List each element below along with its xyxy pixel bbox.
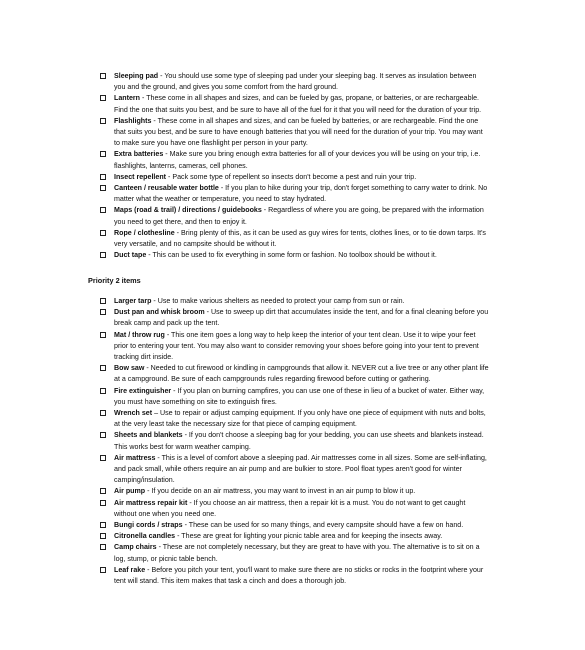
- item-description: - If you plan to hike during your trip, don't forget something to carry water to drink. No matter what the weather or temperature, you need to stay hydrated.: [114, 184, 488, 204]
- item-term: Camp chairs: [114, 543, 157, 552]
- item-term: Citronella candles: [114, 532, 176, 541]
- item-description: - If you choose an air mattress, then a repair kit is a must. You do not want to get caught without one when you need one.: [114, 498, 466, 518]
- item-term: Canteen / reusable water bottle: [114, 184, 219, 193]
- list-item: [0, 386, 585, 408]
- checkbox-icon[interactable]: [100, 118, 106, 124]
- checkbox-icon[interactable]: [100, 500, 106, 506]
- item-term: Dust pan and whisk broom: [114, 308, 205, 317]
- item-term: Larger tarp: [114, 297, 152, 305]
- list-item: [0, 116, 585, 150]
- item-description: - Use to make various shelters as needed to protect your camp from sun or rain.: [151, 297, 405, 305]
- item-description: - You should use some type of sleeping pad under your sleeping bag. It serves as insulation between you and the ground, and gives you some comfort from the hard ground.: [114, 72, 477, 92]
- item-description: - Use to sweep up dirt that accumulates inside the tent, and for a final cleaning before you break camp and pack up the tent.: [114, 308, 489, 328]
- item-term: Flashlights: [114, 116, 152, 125]
- list-item: [0, 228, 585, 250]
- item-term: Bungi cords / straps: [114, 521, 183, 530]
- item-term: Sleeping pad: [114, 72, 159, 80]
- item-term: Insect repellent: [114, 172, 167, 181]
- list-item: [0, 486, 585, 497]
- item-description: - Regardless of where you are going, be prepared with the information you need to get there, and then to enjoy it.: [114, 206, 484, 226]
- item-term: Air mattress: [114, 453, 156, 462]
- checkbox-icon[interactable]: [100, 207, 106, 213]
- list-item: [0, 542, 585, 564]
- checkbox-icon[interactable]: [100, 298, 106, 304]
- priority-2-list: [0, 296, 585, 587]
- checkbox-icon[interactable]: [100, 410, 106, 416]
- list-item: [0, 531, 585, 542]
- list-item: [0, 408, 585, 430]
- list-item: [0, 330, 585, 364]
- checkbox-icon[interactable]: [100, 151, 106, 157]
- list-item: [0, 250, 585, 261]
- list-item: [0, 363, 585, 385]
- list-item: [0, 430, 585, 452]
- list-item: [0, 520, 585, 531]
- item-description: - If you don't choose a sleeping bag for your bedding, you can use sheets and blankets instead. This works best for warm weather camping.: [114, 431, 484, 451]
- item-description: - This can be used to fix everything in some form or fashion. No toolbox should be without it.: [146, 251, 437, 260]
- list-item: [0, 172, 585, 183]
- checkbox-icon[interactable]: [100, 365, 106, 371]
- list-item: [0, 296, 585, 307]
- list-item: [0, 453, 585, 487]
- item-term: Leaf rake: [114, 565, 146, 574]
- item-description: - These come in all shapes and sizes, and can be fueled by gas, propane, or batteries, or are rechargeable. Find the one that suits you best, and be sure to have all of the fuel for it that you will need for the duration of your trip.: [114, 94, 482, 114]
- item-description: - These are great for lighting your picnic table area and for keeping the insects away.: [175, 532, 443, 541]
- item-description: - These are not completely necessary, but they are great to have with you. The alternative is to sit on a log, stump, or picnic table bench.: [114, 543, 480, 563]
- item-description: – Use to repair or adjust camping equipment. If you only have one piece of equipment with nuts and bolts, at the very least take the necessary size for that piece of camping equipment.: [114, 409, 486, 429]
- item-term: Sheets and blankets: [114, 431, 183, 440]
- item-description: - These come in all shapes and sizes, and can be fueled by batteries, or are rechargeable. Find the one that suits you best, and be sure to have enough batteries that you will need for the duration of your trip. You may want to make sure you have one flashlight per person in your party.: [114, 116, 483, 148]
- list-item: [0, 498, 585, 520]
- item-description: - Before you pitch your tent, you'll want to make sure there are no sticks or rocks in the footprint where your tent will stand. This item makes that task a cinch and does a thorough job.: [114, 565, 484, 586]
- checkbox-icon[interactable]: [100, 185, 106, 191]
- priority-1-list: [0, 71, 585, 261]
- item-term: Extra batteries: [114, 150, 164, 159]
- item-term: Wrench set: [114, 409, 153, 418]
- item-description: - Pack some type of repellent so insects don't become a pest and ruin your trip.: [166, 172, 417, 181]
- list-item: [0, 71, 585, 93]
- list-item: [0, 565, 585, 587]
- checkbox-icon[interactable]: [100, 488, 106, 494]
- checkbox-icon[interactable]: [100, 332, 106, 338]
- item-term: Maps (road & trail) / directions / guidebooks: [114, 206, 262, 215]
- list-item: [0, 149, 585, 171]
- item-term: Fire extinguisher: [114, 386, 172, 395]
- checkbox-icon[interactable]: [100, 567, 106, 573]
- item-description: - Bring plenty of this, as it can be used as guy wires for tents, clothes lines, or to tie down tarps. It's very versatile, and no campsite should be without it.: [114, 228, 486, 249]
- checkbox-icon[interactable]: [100, 230, 106, 236]
- item-description: - Needed to cut firewood or kindling in campgrounds that allow it. NEVER cut a live tree or any other plant life at a campground. Be sure of each campgrounds rules regarding firewood before cutting or gathering.: [114, 364, 489, 384]
- checkbox-icon[interactable]: [100, 522, 106, 528]
- checkbox-icon[interactable]: [100, 174, 106, 180]
- item-term: Lantern: [114, 94, 141, 103]
- item-term: Duct tape: [114, 251, 147, 260]
- list-item: [0, 307, 585, 329]
- checkbox-icon[interactable]: [100, 252, 106, 258]
- item-term: Rope / clothesline: [114, 228, 175, 237]
- item-description: - If you plan on burning campfires, you can use one of these in lieu of a bucket of water. Either way, you must have something on site to extinguish fires.: [114, 386, 485, 406]
- priority-2-heading: Priority 2 items: [88, 276, 141, 285]
- item-term: Mat / throw rug: [114, 330, 165, 339]
- checkbox-icon[interactable]: [100, 309, 106, 315]
- checkbox-icon[interactable]: [100, 95, 106, 101]
- item-description: - Make sure you bring enough extra batteries for all of your devices you will be using on your trip, i.e. flashlights, lanterns, cameras, cell phones.: [114, 150, 481, 170]
- checkbox-icon[interactable]: [100, 388, 106, 394]
- checkbox-icon[interactable]: [100, 73, 106, 79]
- item-description: - This one item goes a long way to help keep the interior of your tent clean. Use it to wipe your feet prior to entering your tent. You may also want to consider removing your shoes before going into your tent to prevent tracking dirt inside.: [114, 330, 479, 362]
- item-description: - These can be used for so many things, and every campsite should have a few on hand.: [182, 521, 464, 530]
- checkbox-icon[interactable]: [100, 544, 106, 550]
- checkbox-icon[interactable]: [100, 455, 106, 461]
- item-term: Air mattress repair kit: [114, 498, 188, 507]
- list-item: [0, 93, 585, 115]
- item-description: - This is a level of comfort above a sleeping pad. Air mattresses come in all sizes. Some are self-inflating, and pack small, while others require an air pump and are bulkier to store. Pool float types aren't good for winter camping/insulation.: [114, 453, 487, 485]
- item-description: - If you decide on an air mattress, you may want to invest in an air pump to blow it up.: [145, 487, 416, 496]
- list-item: [0, 205, 585, 227]
- list-item: [0, 183, 585, 205]
- checkbox-icon[interactable]: [100, 533, 106, 539]
- item-term: Bow saw: [114, 364, 145, 373]
- item-term: Air pump: [114, 487, 146, 496]
- checkbox-icon[interactable]: [100, 432, 106, 438]
